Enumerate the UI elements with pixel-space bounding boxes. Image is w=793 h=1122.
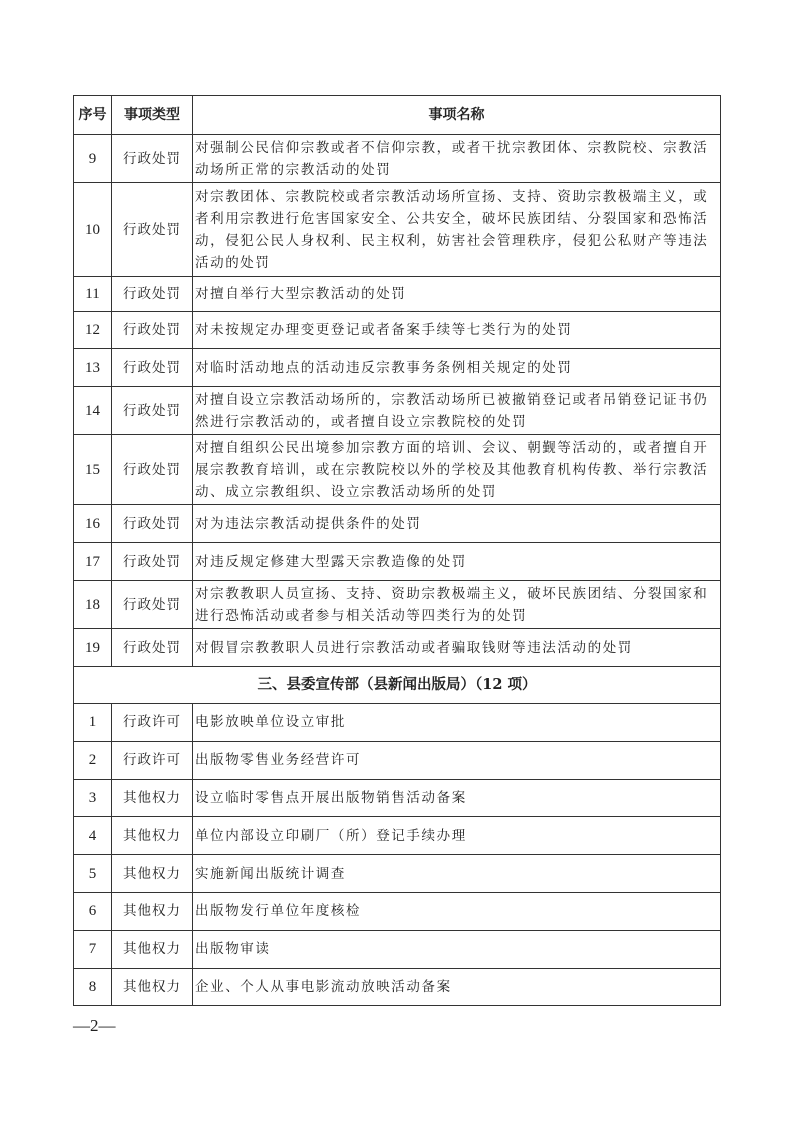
table-row	[74, 629, 721, 667]
item-number: 16	[74, 505, 112, 543]
item-type: 其他权力	[112, 779, 193, 817]
item-name: 出版物发行单位年度核检	[193, 892, 721, 930]
item-number: 9	[74, 135, 112, 183]
item-number: 13	[74, 349, 112, 387]
item-number: 11	[74, 277, 112, 312]
item-number: 15	[74, 435, 112, 505]
item-name: 实施新闻出版统计调查	[193, 855, 721, 893]
item-name: 对宗教教职人员宣扬、支持、资助宗教极端主义，破坏民族团结、分裂国家和进行恐怖活动或者参与相关活动等四类行为的处罚	[193, 581, 721, 629]
item-type: 其他权力	[112, 892, 193, 930]
item-type: 行政处罚	[112, 581, 193, 629]
item-type: 行政处罚	[112, 183, 193, 277]
power-list-table	[73, 95, 721, 1006]
item-type: 其他权力	[112, 855, 193, 893]
table-row	[74, 741, 721, 779]
item-number: 14	[74, 387, 112, 435]
section-row	[74, 667, 721, 704]
item-type: 行政处罚	[112, 629, 193, 667]
item-name: 设立临时零售点开展出版物销售活动备案	[193, 779, 721, 817]
table-row	[74, 817, 721, 855]
item-type: 行政处罚	[112, 505, 193, 543]
item-type: 行政处罚	[112, 277, 193, 312]
table-row	[74, 892, 721, 930]
table-row	[74, 387, 721, 435]
item-type: 行政许可	[112, 704, 193, 742]
item-number: 18	[74, 581, 112, 629]
item-name: 出版物审读	[193, 930, 721, 968]
item-type: 行政处罚	[112, 312, 193, 349]
table-row	[74, 779, 721, 817]
item-number: 17	[74, 543, 112, 581]
item-name: 对宗教团体、宗教院校或者宗教活动场所宣扬、支持、资助宗教极端主义，或者利用宗教进行危害国家安全、公共安全，破坏民族团结、分裂国家和恐怖活动，侵犯公民人身权利、民主权利，妨害社会管理秩序，侵犯公私财产等违法活动的处罚	[193, 183, 721, 277]
item-number: 4	[74, 817, 112, 855]
item-type: 行政许可	[112, 741, 193, 779]
item-number: 10	[74, 183, 112, 277]
item-name: 对未按规定办理变更登记或者备案手续等七类行为的处罚	[193, 312, 721, 349]
item-type: 行政处罚	[112, 435, 193, 505]
table-row	[74, 968, 721, 1006]
table-row	[74, 704, 721, 742]
header-name: 事项名称	[193, 96, 721, 135]
item-number: 5	[74, 855, 112, 893]
item-number: 7	[74, 930, 112, 968]
item-number: 2	[74, 741, 112, 779]
item-type: 行政处罚	[112, 349, 193, 387]
table-row	[74, 543, 721, 581]
table-row	[74, 349, 721, 387]
page-number: —2—	[73, 1016, 116, 1035]
item-number: 3	[74, 779, 112, 817]
table-row	[74, 855, 721, 893]
table-row	[74, 930, 721, 968]
header-no: 序号	[74, 96, 112, 135]
item-type: 其他权力	[112, 817, 193, 855]
item-name: 对临时活动地点的活动违反宗教事务条例相关规定的处罚	[193, 349, 721, 387]
item-number: 6	[74, 892, 112, 930]
item-name: 电影放映单位设立审批	[193, 704, 721, 742]
item-number: 1	[74, 704, 112, 742]
table-row	[74, 435, 721, 505]
item-name: 对假冒宗教教职人员进行宗教活动或者骗取钱财等违法活动的处罚	[193, 629, 721, 667]
section-title: 三、县委宣传部（县新闻出版局）（12 项）	[74, 667, 721, 704]
item-type: 行政处罚	[112, 543, 193, 581]
table-row	[74, 277, 721, 312]
table-row	[74, 135, 721, 183]
item-type: 其他权力	[112, 968, 193, 1006]
item-number: 19	[74, 629, 112, 667]
item-name: 对擅自组织公民出境参加宗教方面的培训、会议、朝觐等活动的，或者擅自开展宗教教育培训，或在宗教院校以外的学校及其他教育机构传教、举行宗教活动、成立宗教组织、设立宗教活动场所的处罚	[193, 435, 721, 505]
table-row	[74, 581, 721, 629]
item-name: 对擅自设立宗教活动场所的，宗教活动场所已被撤销登记或者吊销登记证书仍然进行宗教活动的，或者擅自设立宗教院校的处罚	[193, 387, 721, 435]
item-number: 12	[74, 312, 112, 349]
item-type: 其他权力	[112, 930, 193, 968]
item-name: 企业、个人从事电影流动放映活动备案	[193, 968, 721, 1006]
item-type: 行政处罚	[112, 387, 193, 435]
table-row	[74, 505, 721, 543]
table-header-row	[74, 96, 721, 135]
item-name: 对强制公民信仰宗教或者不信仰宗教，或者干扰宗教团体、宗教院校、宗教活动场所正常的宗教活动的处罚	[193, 135, 721, 183]
item-name: 出版物零售业务经营许可	[193, 741, 721, 779]
item-type: 行政处罚	[112, 135, 193, 183]
table-row	[74, 183, 721, 277]
item-name: 单位内部设立印刷厂（所）登记手续办理	[193, 817, 721, 855]
item-name: 对为违法宗教活动提供条件的处罚	[193, 505, 721, 543]
table-row	[74, 312, 721, 349]
header-type: 事项类型	[112, 96, 193, 135]
item-name: 对违反规定修建大型露天宗教造像的处罚	[193, 543, 721, 581]
item-name: 对擅自举行大型宗教活动的处罚	[193, 277, 721, 312]
item-number: 8	[74, 968, 112, 1006]
